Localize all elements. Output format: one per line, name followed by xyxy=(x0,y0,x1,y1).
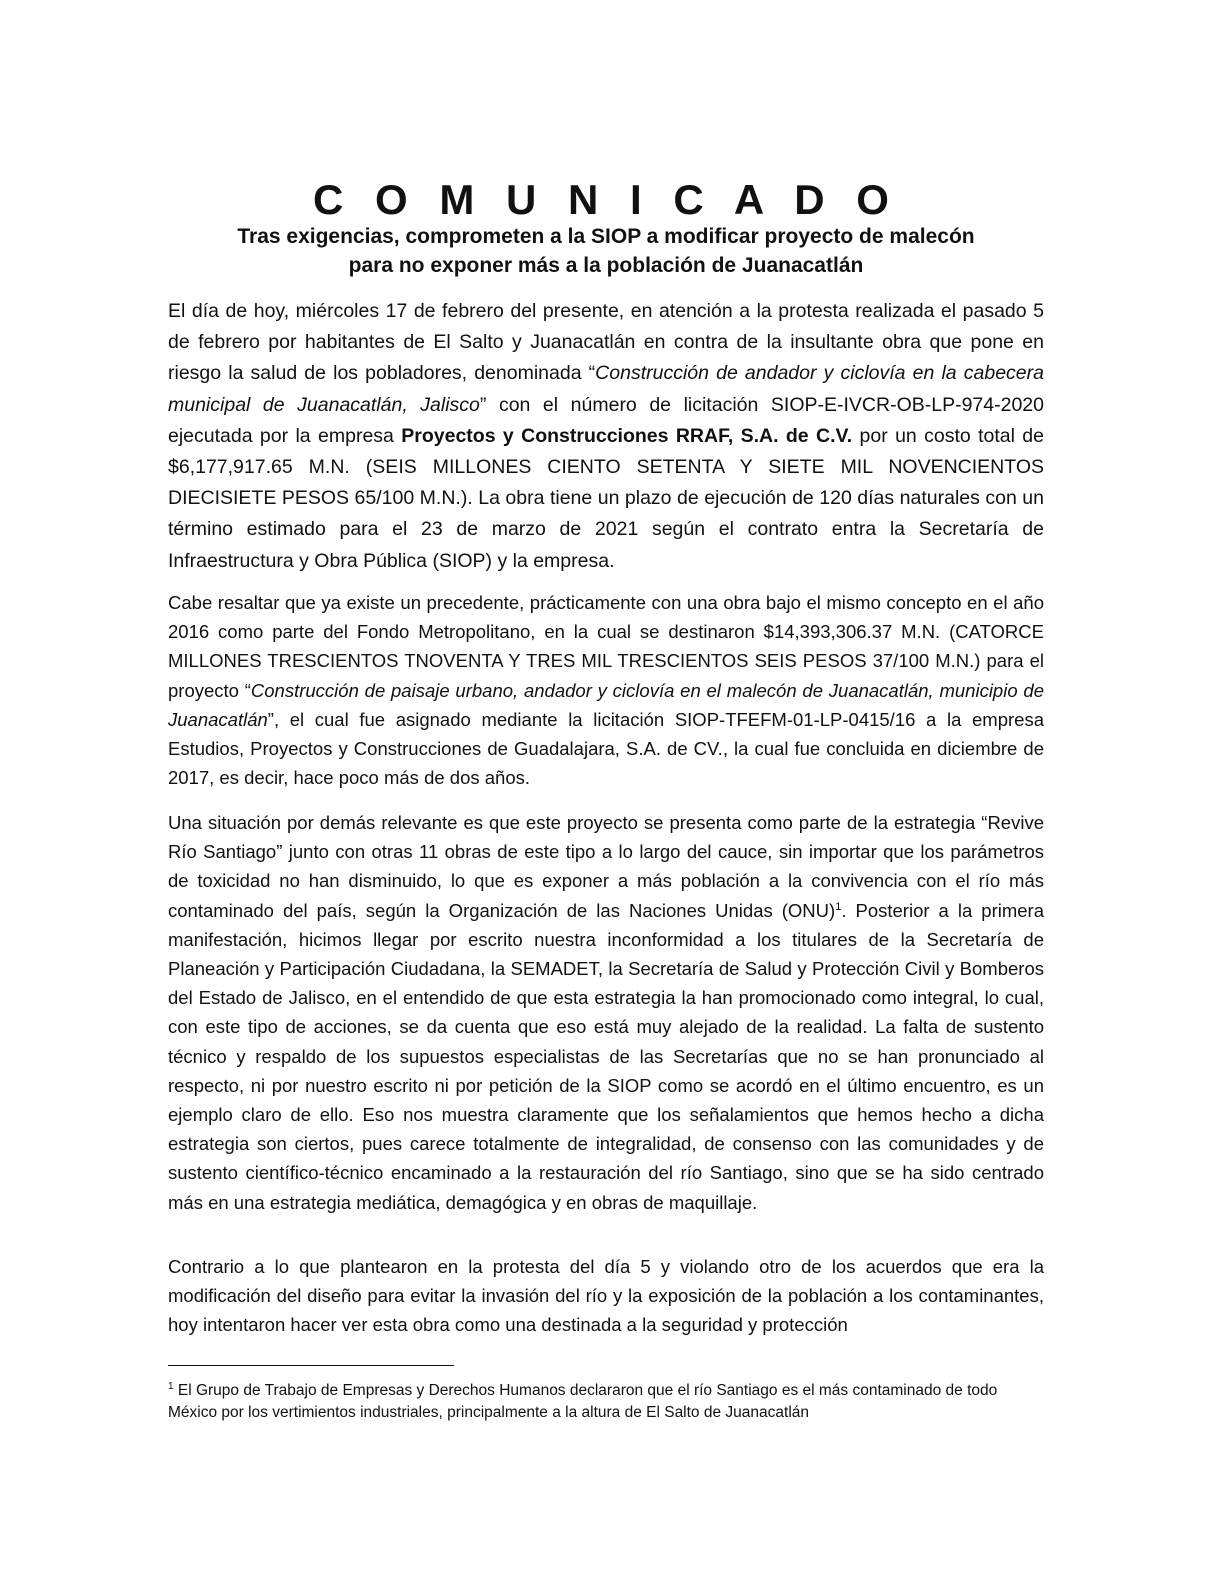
paragraph-3-text-a: Una situación por demás relevante es que este proyecto se presenta como parte de la estrategia “Revive Río Santiago” junto con otras 11 obras de este tipo a lo largo del cauce, sin importar que los parámetros de toxicidad no han disminuido, lo que es exponer a más población a la convivencia con el río más contaminado del país, según la Organización de las Naciones Unidas (ONU) xyxy=(168,812,1044,921)
subtitle-line-1: Tras exigencias, comprometen a la SIOP a modificar proyecto de malecón xyxy=(237,225,975,248)
paragraph-1-project-name: Construcción de andador y ciclovía en la cabecera municipal de Juanacatlán, Jalisco xyxy=(168,362,1044,416)
paragraph-1-company-name: Proyectos y Construcciones RRAF, S.A. de C.V. xyxy=(401,424,853,447)
paragraph-2-text-a: Cabe resaltar que ya existe un precedente, prácticamente con una obra bajo el mismo concepto en el año 2016 como parte del Fondo Metropolitano, en la cual se destinaron $14,393,306.37 M.N. (CATORCE MILLONES TRESCIENTOS TNOVENTA Y TRES MIL TRESCIENTOS SEIS PESOS 37/100 M.N.) para el proyecto “ xyxy=(168,592,1044,701)
footnote xyxy=(168,1380,1044,1424)
footnote-divider xyxy=(168,1365,454,1366)
paragraph-1-text-a: El día de hoy, miércoles 17 de febrero del presente, en atención a la protesta realizada el pasado 5 de febrero por habitantes de El Salto y Juanacatlán en contra de la insultante obra que pone en riesgo la salud de los pobladores, denominada “ xyxy=(168,300,1044,385)
paragraph-1 xyxy=(168,296,1044,577)
paragraph-3-text-b: . Posterior a la primera manifestación, hicimos llegar por escrito nuestra inconformidad a los titulares de la Secretaría de Planeación y Participación Ciudadana, la SEMADET, la Secretaría de Salud y Protección Civil y Bomberos del Estado de Jalisco, en el entendido de que esta estrategia la han promocionado como integral, lo cual, con este tipo de acciones, se da cuenta que eso está muy alejado de la realidad. La falta de sustento técnico y respaldo de los supuestos especialistas de las Secretarías que no se han pronunciado al respecto, ni por nuestro escrito ni por petición de la SIOP como se acordó en el último encuentro, es un ejemplo claro de ello. Eso nos muestra claramente que los señalamientos que hemos hecho a dicha estrategia son ciertos, pues carece totalmente de integralidad, de consenso con las comunidades y de sustento científico-técnico encaminado a la restauración del río Santiago, sino que se ha sido centrado más en una estrategia mediática, demagógica y en obras de maquillaje. xyxy=(168,899,1045,1213)
footnote-text: El Grupo de Trabajo de Empresas y Derechos Humanos declararon que el río Santiago es el más contaminado de todo México por los vertimientos industriales, principalmente a la altura de El Salto de Juanacatlán xyxy=(168,1382,998,1421)
footnote-number: 1 xyxy=(168,1380,174,1392)
document-title: C O M U N I C A D O xyxy=(313,176,899,224)
paragraph-3 xyxy=(168,808,1044,1217)
subtitle-line-2: para no exponer más a la población de Juanacatlán xyxy=(348,254,864,277)
paragraph-1-text-c: por un costo total de $6,177,917.65 M.N. (SEIS MILLONES CIENTO SETENTA Y SIETE MIL NOVENCIENTOS DIECISIETE PESOS 65/100 M.N.). La obra tiene un plazo de ejecución de 120 días naturales con un término estimado para el 23 de marzo de 2021 según el contrato entra la Secretaría de Infraestructura y Obra Pública (SIOP) y la empresa. xyxy=(168,424,1044,572)
paragraph-2 xyxy=(168,588,1044,792)
paragraph-1-text-b: ” con el número de licitación SIOP-E-IVCR-OB-LP-974-2020 ejecutada por la empresa xyxy=(168,393,1044,447)
paragraph-2-project-name: Construcción de paisaje urbano, andador y ciclovía en el malecón de Juanacatlán, municipio de Juanacatlán xyxy=(168,679,1044,730)
document-subtitle xyxy=(168,222,1044,280)
footnote-reference[interactable]: 1 xyxy=(835,900,842,913)
paragraph-4: Contrario a lo que plantearon en la protesta del día 5 y violando otro de los acuerdos que era la modificación del diseño para evitar la invasión del río y la exposición de la población a los contaminantes, hoy intentaron hacer ver esta obra como una destinada a la seguridad y protección xyxy=(168,1256,1044,1336)
paragraph-2-text-b: ”, el cual fue asignado mediante la licitación SIOP-TFEFM-01-LP-0415/16 a la empresa Estudios, Proyectos y Construcciones de Guadalajara, S.A. de CV., la cual fue concluida en diciembre de 2017, es decir, hace poco más de dos años. xyxy=(168,708,1044,789)
